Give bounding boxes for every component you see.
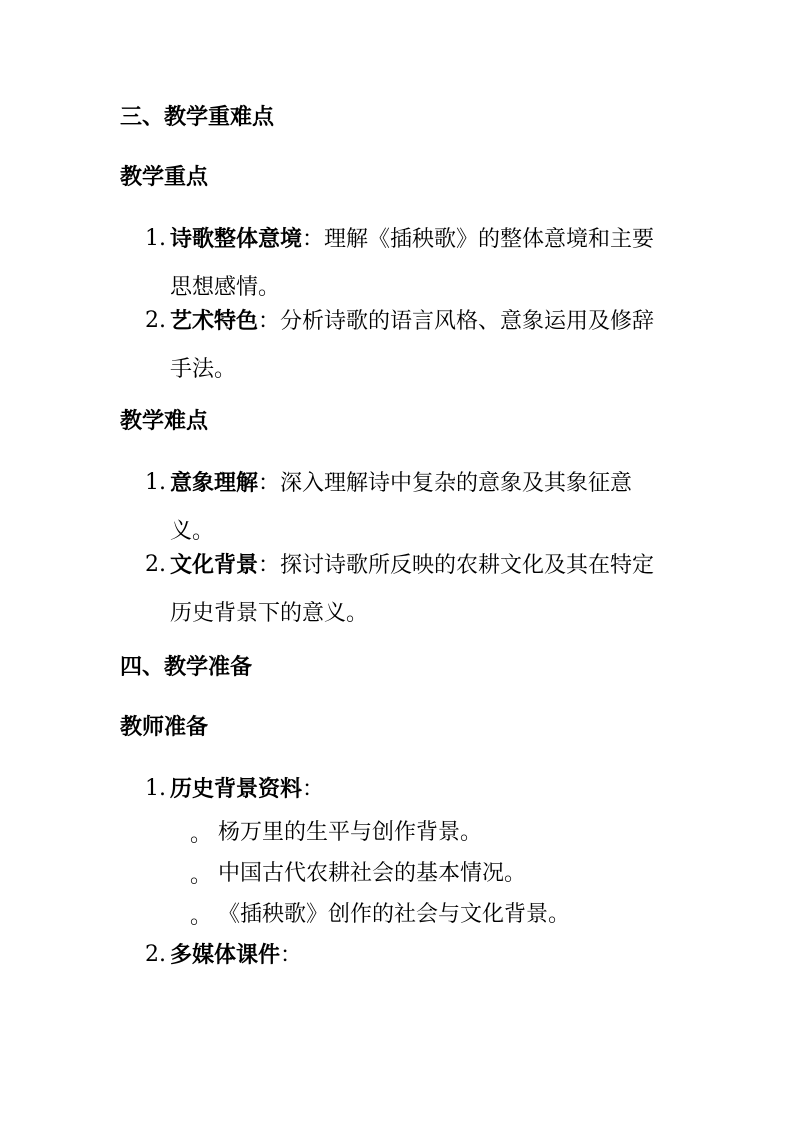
list-item-text: 理解《插秧歌》的整体意境和主要思想感情。 — [170, 227, 655, 300]
list-item-colon: ： — [258, 553, 281, 578]
list-item-colon: ： — [302, 777, 325, 802]
list-number: 1. — [145, 776, 166, 801]
list-item — [170, 297, 675, 394]
section-heading: 四、教学准备 — [120, 654, 253, 680]
list-item-text: 深入理解诗中复杂的意象及其象征意义。 — [170, 471, 633, 544]
list-item — [170, 765, 675, 814]
list-item-colon: ： — [258, 309, 281, 334]
section-heading: 三、教学重难点 — [120, 104, 275, 130]
list-item-term: 艺术特色 — [170, 308, 259, 334]
list-item — [170, 541, 675, 638]
list-item-text: 探讨诗歌所反映的农耕文化及其在特定历史背景下的意义。 — [170, 553, 655, 626]
list-number: 1. — [145, 226, 166, 251]
list-item-colon: ： — [302, 227, 325, 252]
subsection-heading: 教师准备 — [120, 714, 209, 740]
sub-bullet: 。 — [190, 904, 213, 929]
sub-bullet: 。 — [190, 822, 213, 847]
list-item-colon: ： — [280, 943, 303, 968]
list-item-term: 文化背景 — [170, 552, 259, 578]
list-item-term: 意象理解 — [170, 470, 259, 496]
sub-list-item: 中国古代农耕社会的基本情况。 — [218, 861, 527, 886]
sub-bullet: 。 — [190, 863, 213, 888]
list-item-text: 分析诗歌的语言风格、意象运用及修辞手法。 — [170, 309, 655, 382]
subsection-heading: 教学重点 — [120, 164, 209, 190]
list-item — [170, 931, 675, 980]
list-item-colon: ： — [258, 471, 281, 496]
list-number: 1. — [145, 470, 166, 495]
sub-list-item: 《插秧歌》创作的社会与文化背景。 — [218, 902, 571, 927]
list-number: 2. — [145, 308, 166, 333]
list-item-term: 诗歌整体意境 — [170, 226, 303, 252]
sub-list-item: 杨万里的生平与创作背景。 — [218, 820, 483, 845]
subsection-heading: 教学难点 — [120, 408, 209, 434]
list-number: 2. — [145, 552, 166, 577]
list-item-term: 多媒体课件 — [170, 942, 281, 968]
list-item-term: 历史背景资料 — [170, 776, 303, 802]
list-number: 2. — [145, 942, 166, 967]
